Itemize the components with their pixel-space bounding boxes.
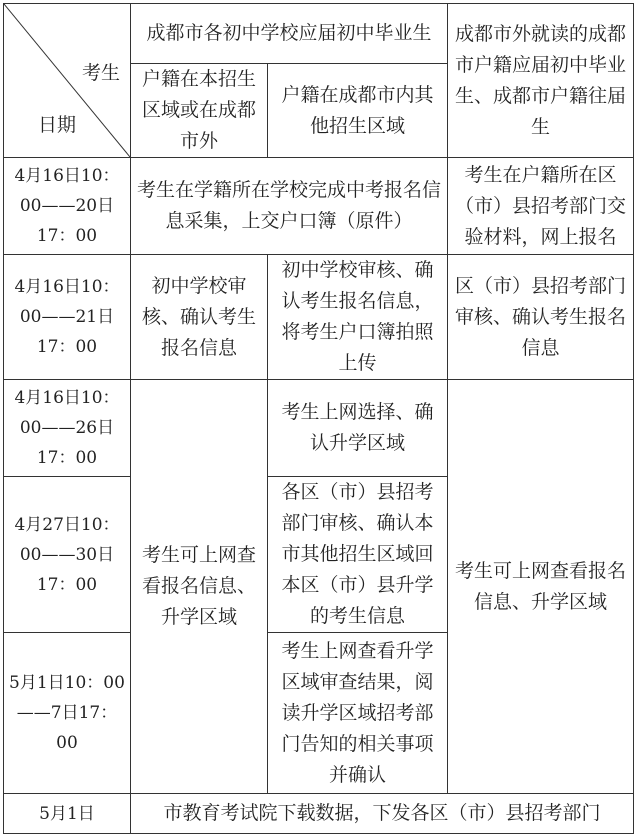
date-cell: 4月16日10：00——20日17：00 <box>4 158 131 255</box>
header-row-1 <box>4 4 634 64</box>
header-col-other-district-hukou: 户籍在成都市内其他招生区域 <box>268 64 448 158</box>
table-row <box>4 158 634 255</box>
cell-info-collection: 考生在学籍所在学校完成中考报名信息采集，上交户口簿（原件） <box>131 158 448 255</box>
cell-outside-registration: 考生在户籍所在区（市）县招考部门交验材料，网上报名 <box>448 158 634 255</box>
date-cell: 5月1日10：00——7日17：00 <box>4 633 131 794</box>
table-row <box>4 255 634 380</box>
date-cell: 5月1日 <box>4 794 131 834</box>
corner-header-cell <box>4 4 131 158</box>
header-col-outside-chengdu: 成都市外就读的成都市户籍应届初中毕业生、成都市户籍往届生 <box>448 4 634 158</box>
cell-select-region: 考生上网选择、确认升学区域 <box>268 380 448 477</box>
corner-label-examinee: 考生 <box>81 62 120 84</box>
header-group-chengdu-schools: 成都市各初中学校应届初中毕业生 <box>131 4 448 64</box>
date-cell: 4月27日10：00——30日17：00 <box>4 477 131 633</box>
registration-schedule-table <box>3 3 634 834</box>
cell-district-confirm: 各区（市）县招考部门审核、确认本市其他招生区域回本区（市）县升学的考生信息 <box>268 477 448 633</box>
cell-school-review: 初中学校审核、确认考生报名信息 <box>131 255 268 380</box>
cell-school-review-upload: 初中学校审核、确认考生报名信息，将考生户口簿拍照上传 <box>268 255 448 380</box>
table-row <box>4 794 634 834</box>
cell-data-download: 市教育考试院下载数据，下发各区（市）县招考部门 <box>131 794 634 834</box>
date-cell: 4月16日10：00——26日17：00 <box>4 380 131 477</box>
header-col-local-hukou: 户籍在本招生区域或在成都市外 <box>131 64 268 158</box>
table-row <box>4 380 634 477</box>
cell-view-info-local: 考生可上网查看报名信息、升学区域 <box>131 380 268 794</box>
cell-district-review: 区（市）县招考部门审核、确认考生报名信息 <box>448 255 634 380</box>
cell-view-info-outside: 考生可上网查看报名信息、升学区域 <box>448 380 634 794</box>
corner-label-date: 日期 <box>38 114 77 136</box>
cell-view-result: 考生上网查看升学区域审查结果，阅读升学区域招考部门告知的相关事项并确认 <box>268 633 448 794</box>
date-cell: 4月16日10：00——21日17：00 <box>4 255 131 380</box>
